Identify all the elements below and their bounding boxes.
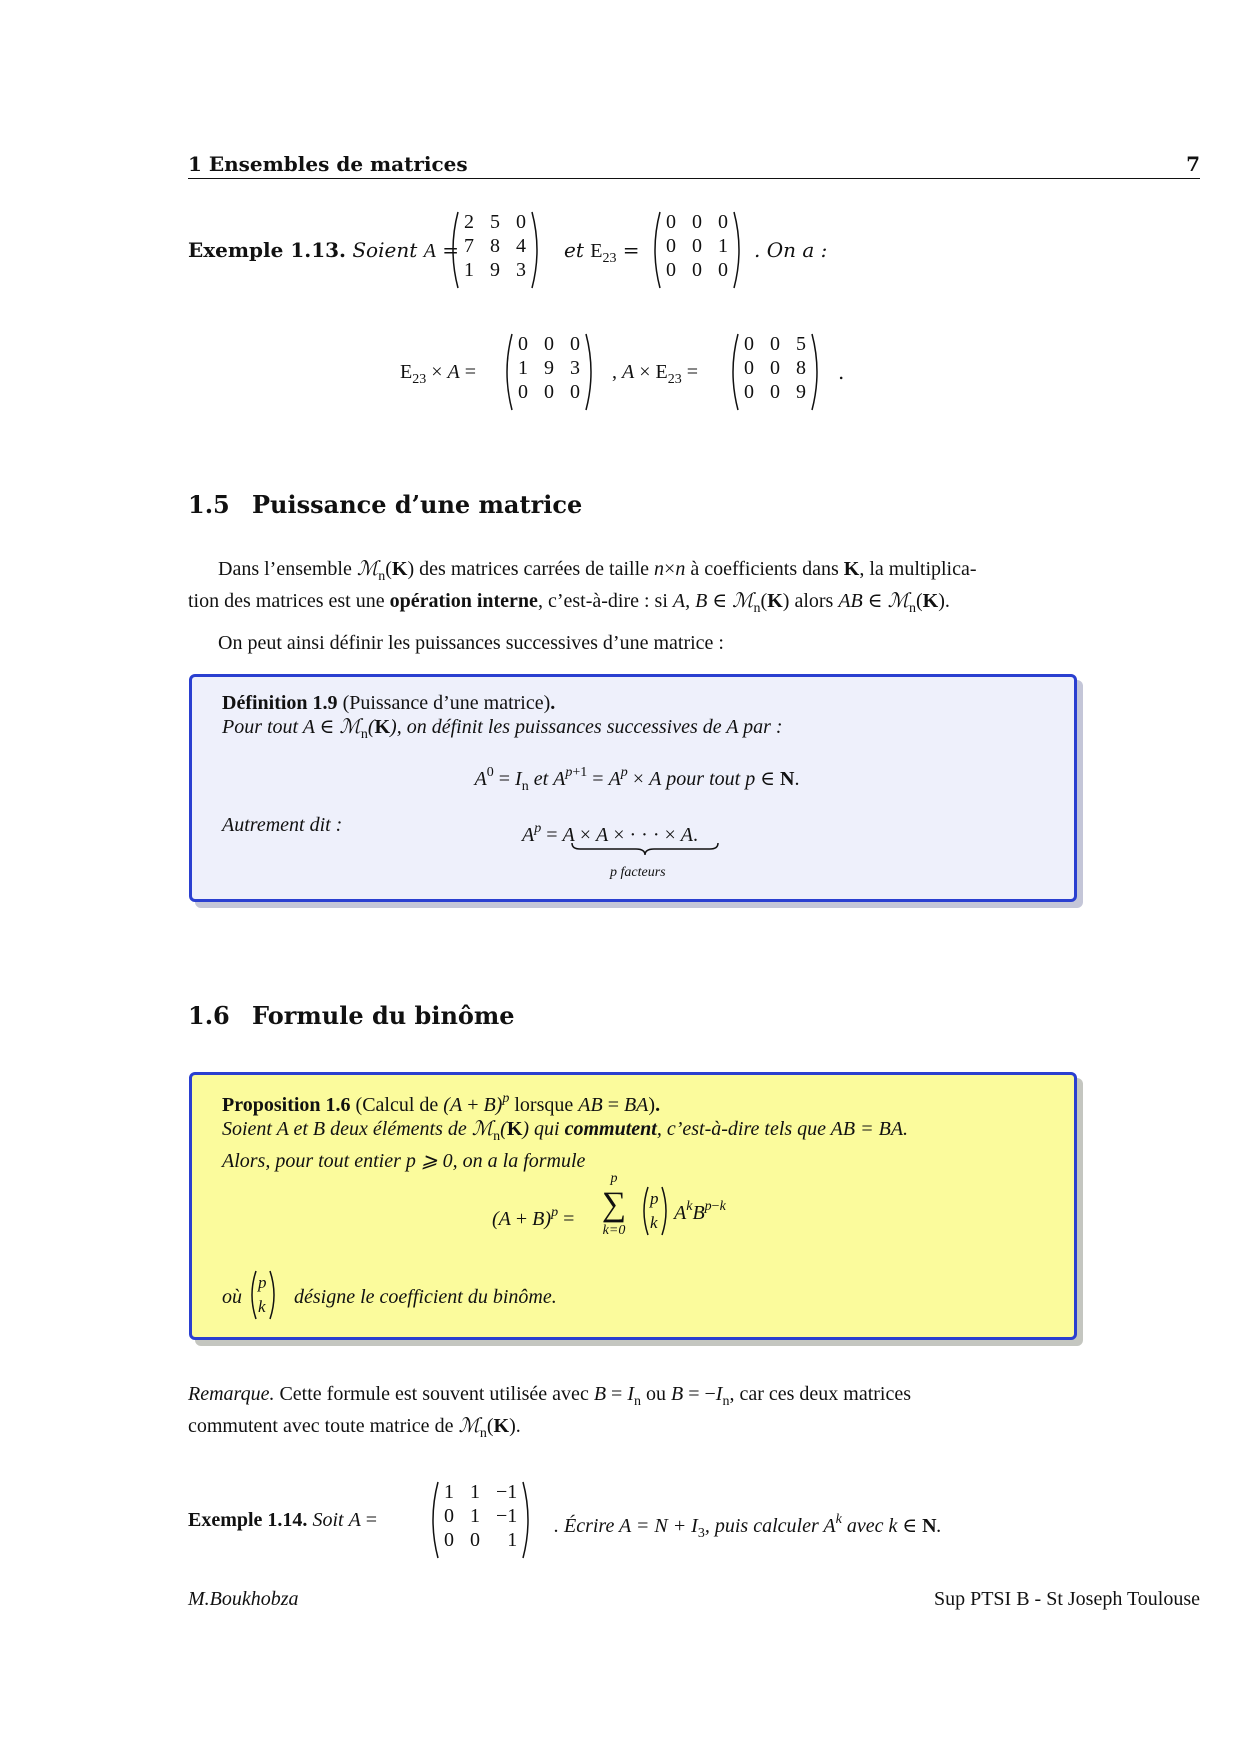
matrix-row [736,332,814,356]
matrix-entry: 1 [518,357,528,379]
matrix-row [736,380,814,404]
page-header [188,150,1200,179]
matrix-entry: 0 [544,381,554,403]
section-title: Formule du binôme [252,1001,515,1030]
matrix-row [510,356,588,380]
on-a-text: . On a : [754,238,828,262]
matrix-entry: 8 [796,357,806,379]
matrix-row [510,332,588,356]
matrix-entry: 8 [490,235,500,257]
matrix-A-example-14 [436,1480,525,1552]
matrix-entry: 0 [692,211,702,233]
section-heading-1-6 [188,1001,515,1030]
matrix-entry: 9 [490,259,500,281]
product-equations: $E_{23} \times A$ = 0 0 0 1 9 3 0 0 0 , $A \times E_{23}$ = 0 0 5 0 0 8 0 0 9 . [400,332,900,412]
binomial-note: où p k désigne le coefficient du binôme. [222,1269,722,1321]
matrix-row [456,210,534,234]
matrix-entry: 1 [470,1481,480,1503]
matrix-entry: 4 [516,235,526,257]
matrix-entry: 0 [470,1529,480,1551]
matrix-entry: 3 [570,357,580,379]
underbrace [570,841,720,857]
matrix-entry: 0 [744,381,754,403]
matrix-entry: 9 [544,357,554,379]
matrix-row [436,1480,525,1504]
paragraph-1-5: Dans l’ensemble ℳ$_n$(K) des matrices carrées de taille n×n à coefficients dans K, la multiplica- tion des matrices est une opération interne, c’est-à-dire : si A, B ∈ ℳ$_n$(K) alors AB ∈ ℳ$_n$(K). On peut ainsi définir les puissances successives d’une matrice : [188,558,977,654]
matrix-entry: 0 [666,259,676,281]
example-1-14: Exemple 1.14. Soit A = 1 1 −1 0 1 −1 0 0 1 . Écrire $A = N + I_3$, puis calculer $A^k$ avec k ∈ N. [188,1480,1188,1560]
matrix-row [510,380,588,404]
matrix-entry: 0 [718,259,728,281]
matrix-entry: 0 [692,235,702,257]
matrix-entry: 0 [692,259,702,281]
matrix-entry: 0 [570,333,580,355]
matrix-A [456,210,534,282]
matrix-row [456,258,534,282]
matrix-entry: 3 [516,259,526,281]
power-expansion: $A^p = A \times A$ × · · · × A. p facteurs [522,817,698,847]
matrix-row [658,258,736,282]
matrix-entry: 1 [470,1505,480,1527]
matrix-entry: 0 [570,381,580,403]
example-intro: Soient [352,238,418,262]
matrix-entry: 0 [666,211,676,233]
matrix-row [658,234,736,258]
matrix-entry: 1 [718,235,728,257]
matrix-row [658,210,736,234]
example-label: Exemple 1.14. [188,1509,308,1531]
proposition-box: Proposition 1.6 (Calcul de $(A + B)^p$ lorsque AB = BA). Soient A et B deux éléments de ℳ$_n$(K) qui commutent, c’est-à-dire tels que AB = BA. Alors, pour tout entier p ⩾ 0, on a la formule $(A + B)^p$ = p ∑ k=0 p k $A^kB^{p-k}$ où p k désigne le coefficient du binôme. [189,1072,1077,1340]
and-text: et [564,238,584,262]
footer-author: M.Boukhobza [188,1588,299,1610]
matrix-entry: 7 [464,235,474,257]
section-heading-1-5 [188,490,582,519]
definition-label: Définition 1.9 [222,692,338,714]
section-title: Puissance d’une matrice [252,490,583,519]
binomial-formula: $(A + B)^p$ = p ∑ k=0 p k $A^kB^{p-k}$ [492,1171,726,1238]
matrix-entry: 0 [518,381,528,403]
matrix-row [456,234,534,258]
matrix-entry: 0 [744,357,754,379]
running-title: 1 Ensembles de matrices [188,152,468,176]
matrix-entry: 0 [770,381,780,403]
matrix-entry: 1 [444,1481,454,1503]
matrix-entry: 0 [718,211,728,233]
section-number: 1.6 [188,1001,230,1030]
matrix-entry: 0 [518,333,528,355]
matrix-E23-times-A [510,332,588,404]
proposition-label: Proposition 1.6 [222,1094,351,1116]
matrix-entry: −1 [496,1505,518,1527]
brace-label: p facteurs [610,865,666,880]
footer-school: Sup PTSI B - St Joseph Toulouse [933,1588,1200,1610]
remark-label: Remarque. [188,1383,275,1405]
matrix-entry: 0 [444,1505,454,1527]
matrix-entry: 0 [516,211,526,233]
matrix-row [436,1528,525,1552]
matrix-row [736,356,814,380]
matrix-entry: 9 [796,381,806,403]
matrix-entry: 0 [544,333,554,355]
matrix-entry: 0 [770,333,780,355]
matrix-row [436,1504,525,1528]
matrix-entry: 5 [796,333,806,355]
matrix-entry: 0 [444,1529,454,1551]
matrix-entry: 0 [770,357,780,379]
matrix-entry: −1 [496,1481,518,1503]
matrix-entry: 0 [666,235,676,257]
definition-box: Définition 1.9 (Puissance d’une matrice). Pour tout A ∈ ℳ$_n$(K), on définit les puissances successives de A par : $A^0 = I_n$ et $A^{p+1} = A^p \times A$ pour tout p ∈ N. Autrement dit : $A^p = A \times A$ × · · · × A. p facteurs [189,674,1077,902]
matrix-entry: 1 [464,259,474,281]
definition-title: (Puissance d’une matrice) [342,692,551,714]
matrix-entry: 0 [744,333,754,355]
matrix-E23 [658,210,736,282]
matrix-A-times-E23 [736,332,814,404]
matrix-entry: 1 [507,1529,518,1551]
example-label: Exemple 1.13. [188,238,346,262]
example-1-13: Exemple 1.13. Soient A = 2 5 0 7 8 4 1 9 3 et $E_{23}$ = 0 0 0 0 0 1 0 0 0 . On a : [188,210,1188,290]
section-number: 1.5 [188,490,230,519]
remark: Remarque. Cette formule est souvent utilisée avec $B = I_n$ ou $B = -I_n$, car ces deux matrices commutent avec toute matrice de ℳ$_n$(K). [188,1383,912,1441]
page-number: 7 [1186,152,1200,176]
matrix-entry: 2 [464,211,474,233]
matrix-entry: 5 [490,211,500,233]
